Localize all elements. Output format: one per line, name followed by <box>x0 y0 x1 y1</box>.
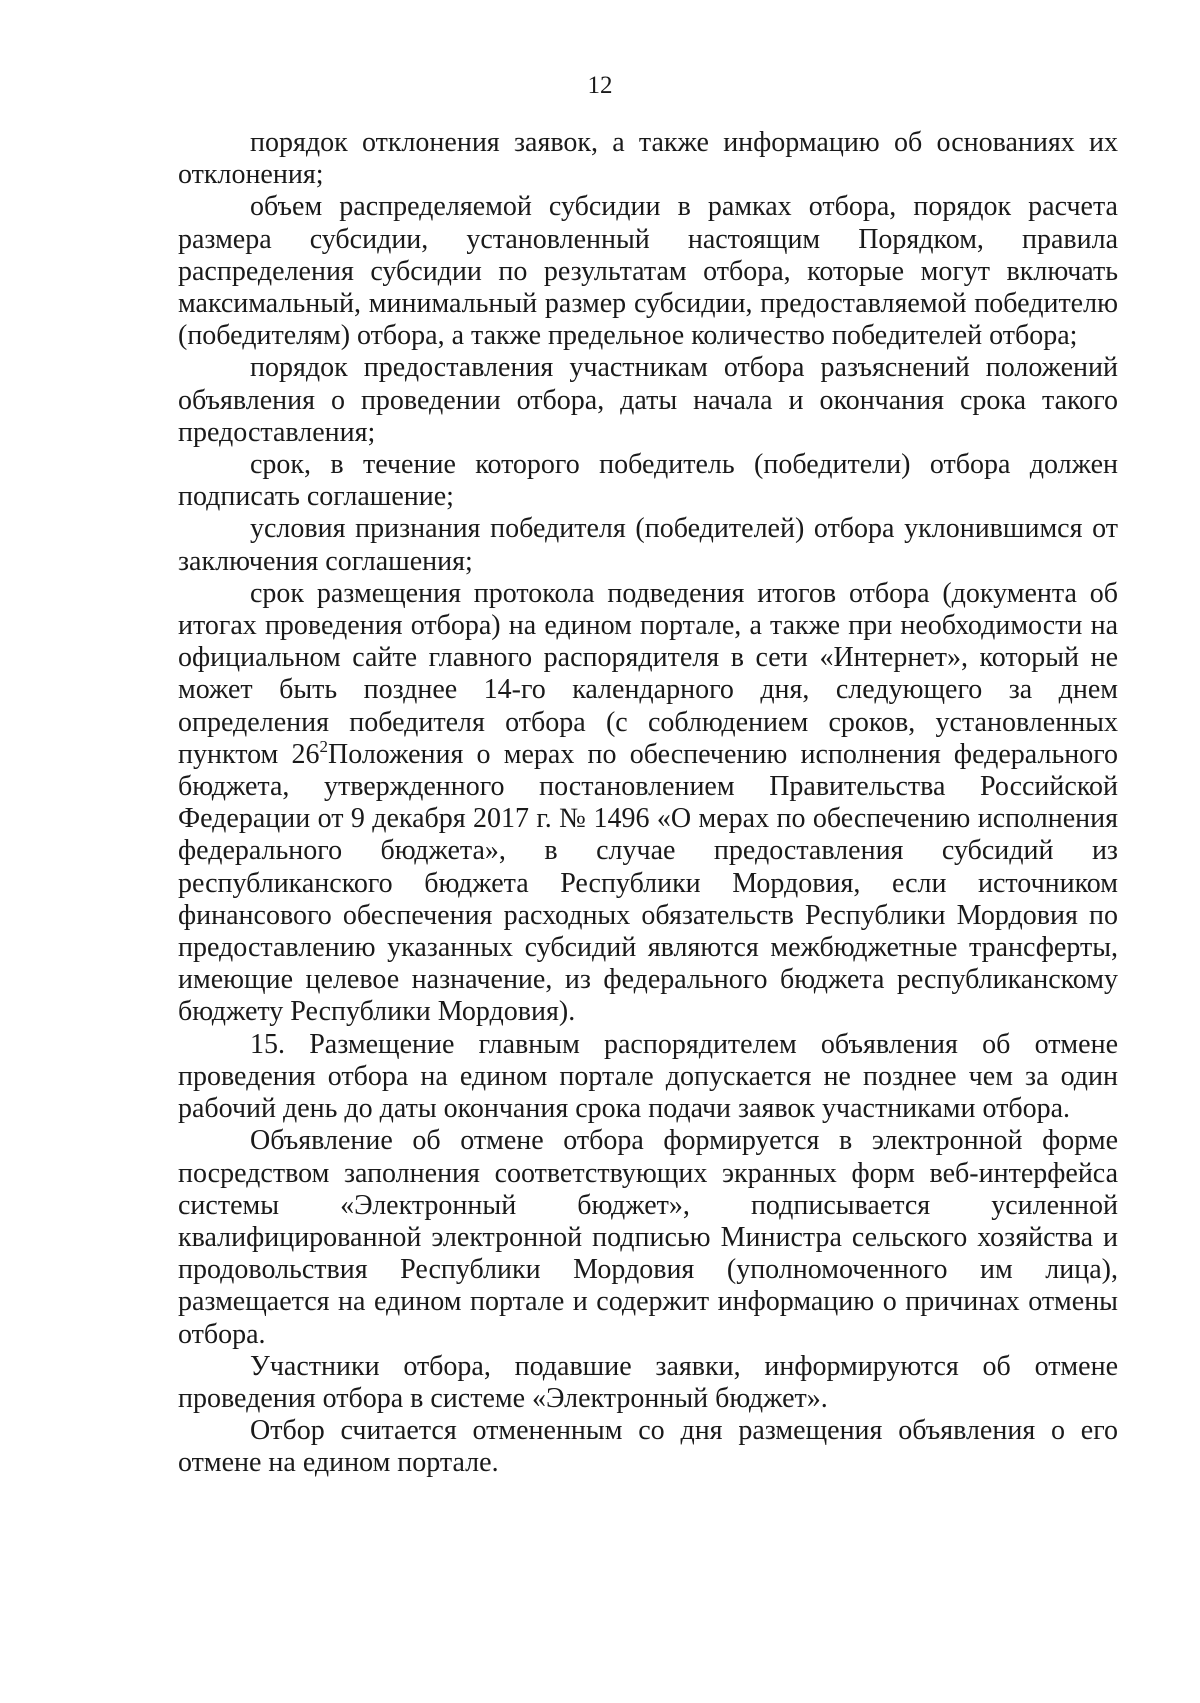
paragraph-agreement-deadline: срок, в течение которого победитель (победители) отбора должен подписать соглашение; <box>178 449 1118 513</box>
paragraph-evasion-conditions: условия признания победителя (победителей) отбора уклонившимся от заключения соглашения; <box>178 513 1118 577</box>
superscript-2: 2 <box>319 736 328 756</box>
paragraph-item-15: 15. Размещение главным распорядителем объявления об отмене проведения отбора на едином портале допускается не позднее чем за один рабочий день до даты окончания срока подачи заявок участниками отбора. <box>178 1028 1118 1125</box>
paragraph-cancellation-effective: Отбор считается отмененным со дня размещения объявления о его отмене на едином портале. <box>178 1415 1118 1479</box>
paragraph-protocol-publication <box>178 578 1118 1029</box>
paragraph-rejection-procedure: порядок отклонения заявок, а также информацию об основаниях их отклонения; <box>178 127 1118 191</box>
protocol-text-part-1: срок размещения протокола подведения итогов отбора (документа об итогах проведения отбора) на едином портале, а также при необходимости на официальном сайте главного распорядителя в сети «Интернет», который не может быть позднее 14-го календарного дня, следующего за днем определения победителя отбора (с соблюдением сроков, установленных пунктом 26 <box>178 577 1118 770</box>
paragraph-clarification-procedure: порядок предоставления участникам отбора разъяснений положений объявления о проведении отбора, даты начала и окончания срока такого предоставления; <box>178 352 1118 448</box>
document-body <box>178 127 1118 1480</box>
page-number: 12 <box>587 72 613 99</box>
paragraph-cancellation-notice: Объявление об отмене отбора формируется в электронной форме посредством заполнения соответствующих экранных форм веб-интерфейса системы «Электронный бюджет», подписывается усиленной квалифицированной электронной подписью Министра сельского хозяйства и продовольствия Республики Мордовия (уполномоченного им лица), размещается на едином портале и содержит информацию о причинах отмены отбора. <box>178 1125 1118 1350</box>
paragraph-participants-informed: Участники отбора, подавшие заявки, информируются об отмене проведения отбора в системе «Электронный бюджет». <box>178 1350 1118 1414</box>
paragraph-subsidy-volume: объем распределяемой субсидии в рамках отбора, порядок расчета размера субсидии, установленный настоящим Порядком, правила распределения субсидии по результатам отбора, которые могут включать максимальный, минимальный размер субсидии, предоставляемой победителю (победителям) отбора, а также предельное количество победителей отбора; <box>178 191 1118 352</box>
protocol-text-part-2: Положения о мерах по обеспечению исполнения федерального бюджета, утвержденного постановлением Правительства Российской Федерации от 9 декабря 2017 г. № 1496 «О мерах по обеспечению исполнения федерального бюджета», в случае предоставления субсидий из республиканского бюджета Республики Мордовия, если источником финансового обеспечения расходных обязательств Республики Мордовия по предоставлению указанных субсидий являются межбюджетные трансферты, имеющие целевое назначение, из федерального бюджета республиканскому бюджету Республики Мордовия). <box>178 738 1118 1028</box>
